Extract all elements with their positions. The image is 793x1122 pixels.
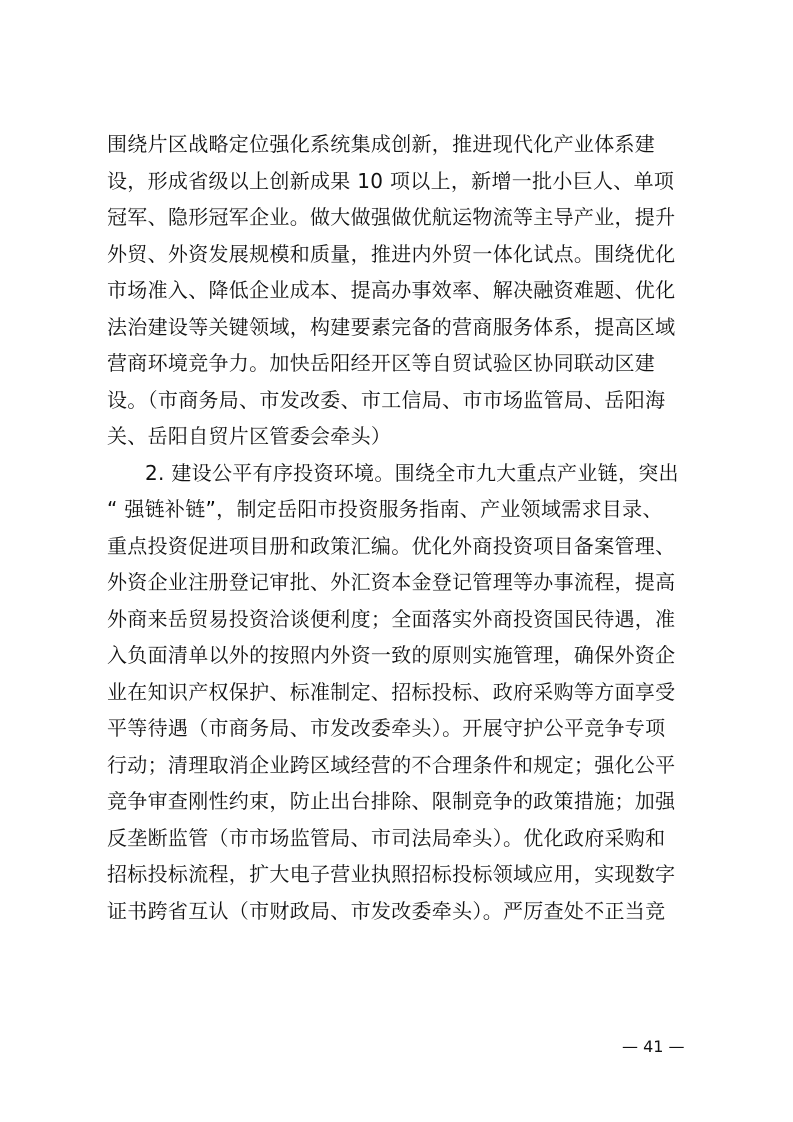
text-line: 证书跨省互认（市财政局、市发改委牵头）。严厉查处不正当竞 <box>107 898 666 923</box>
text-line: 外商来岳贸易投资洽谈便利度；全面落实外商投资国民待遇，准 <box>107 606 676 631</box>
text-line: 平等待遇（市商务局、市发改委牵头）。开展守护公平竞争专项 <box>107 716 666 740</box>
body-text <box>107 126 695 929</box>
text-line: 外贸、外资发展规模和质量，推进内外贸一体化试点。围绕优化 <box>107 241 676 266</box>
text-line: 竞争审查刚性约束，防止出台排除、限制竞争的政策措施；加强 <box>107 789 676 813</box>
text-line: 入负面清单以外的按照内外资一致的原则实施管理，确保外资企 <box>107 643 676 667</box>
text-line: 围绕片区战略定位强化系统集成创新，推进现代化产业体系建 <box>107 132 656 156</box>
text-line: 反垄断监管（市市场监管局、市司法局牵头）。优化政府采购和 <box>107 825 666 850</box>
text-line: “ 强链补链”，制定岳阳市投资服务指南、产业领域需求目录、 <box>107 497 663 521</box>
page-number: — 41 — <box>622 1037 685 1056</box>
text-line: 招标投标流程，扩大电子营业执照招标投标领域应用，实现数字 <box>107 862 676 886</box>
text-line: 关、岳阳自贸片区管委会牵头） <box>107 424 392 448</box>
text-line: 法治建设等关键领域，构建要素完备的营商服务体系，提高区域 <box>107 314 676 339</box>
section-heading-line: 2. 建设公平有序投资环境。围绕全市九大重点产业链，突出 <box>145 460 679 485</box>
text-line: 冠军、隐形冠军企业。做大做强做优航运物流等主导产业，提升 <box>107 205 676 229</box>
text-line: 设。（市商务局、市发改委、市工信局、市市场监管局、岳阳海 <box>107 387 666 412</box>
text-line: 重点投资促进项目册和政策汇编。优化外商投资项目备案管理、 <box>107 533 676 558</box>
text-line: 行动；清理取消企业跨区域经营的不合理条件和规定；强化公平 <box>107 752 676 777</box>
text-line: 业在知识产权保护、标准制定、招标投标、政府采购等方面享受 <box>107 679 676 704</box>
text-line: 外资企业注册登记审批、外汇资本金登记管理等办事流程，提高 <box>107 570 676 594</box>
text-line: 设，形成省级以上创新成果 10 项以上，新增一批小巨人、单项 <box>107 168 675 193</box>
text-line: 市场准入、降低企业成本、提高办事效率、解决融资难题、优化 <box>107 278 676 302</box>
text-line: 营商环境竞争力。加快岳阳经开区等自贸试验区协同联动区建 <box>107 351 656 375</box>
